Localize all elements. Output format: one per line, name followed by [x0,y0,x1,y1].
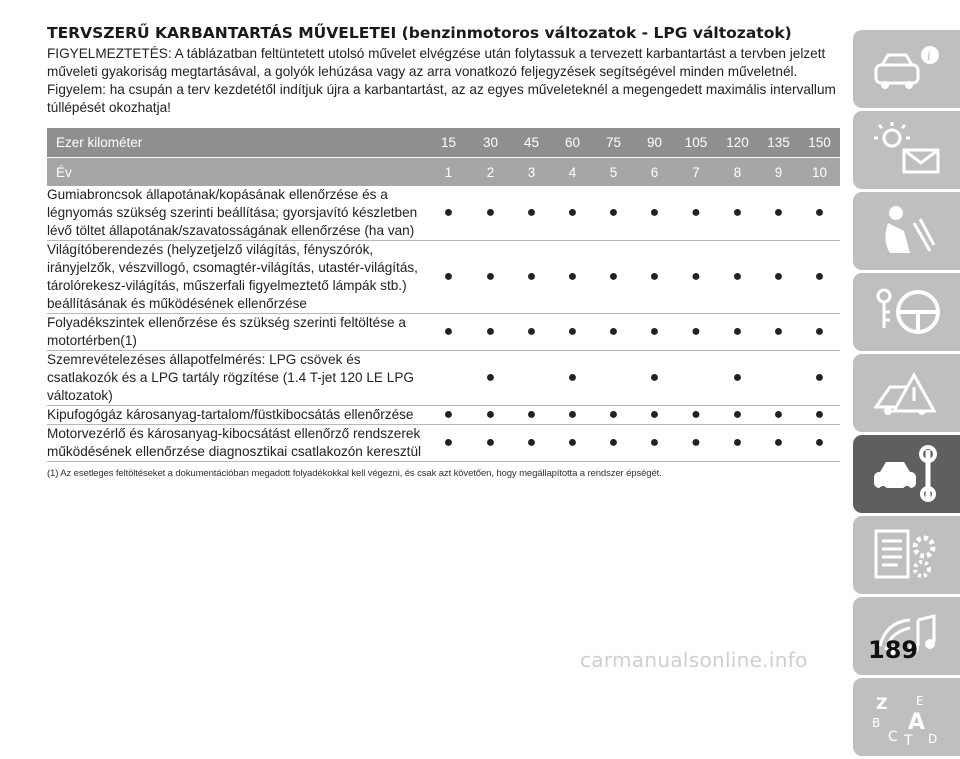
empty-cell [593,351,634,406]
empty-cell [427,351,470,406]
km-header-cell: 45 [511,128,552,158]
year-header-cell: 7 [675,158,717,187]
svg-text:T: T [903,733,913,747]
km-header-cell: 135 [758,128,799,158]
maintenance-dot: ● [717,186,758,241]
maintenance-dot: ● [758,406,799,425]
maintenance-dot: ● [593,241,634,314]
maintenance-dot: ● [799,351,840,406]
maintenance-dot: ● [758,314,799,351]
maintenance-dot: ● [470,406,511,425]
chapter-tab[interactable] [853,111,960,189]
maintenance-dot: ● [675,241,717,314]
km-header-row [47,128,840,158]
maintenance-table [47,128,840,462]
page-number: 189 [868,636,919,664]
maintenance-dot: ● [511,241,552,314]
km-header-label: Ezer kilométer [47,128,427,158]
maintenance-dot: ● [427,186,470,241]
footnote: (1) Az esetleges feltöltéseket a dokumentációban megadott folyadékokkal kell végezni, és csak azt követően, hogy megállapította a rendszer épségét. [47,468,662,479]
specs-gears-icon [870,525,944,585]
maintenance-dot: ● [799,314,840,351]
table-row [47,425,840,462]
year-header-cell: 6 [634,158,675,187]
maintenance-dot: ● [470,425,511,462]
car-wrench-icon [870,444,944,504]
chapter-tab[interactable] [853,30,960,108]
table-row [47,351,840,406]
maintenance-dot: ● [470,186,511,241]
alphabet-index-icon [870,687,944,747]
key-steering-icon [870,282,944,342]
maintenance-dot: ● [675,406,717,425]
maintenance-dot: ● [675,186,717,241]
maintenance-dot: ● [511,425,552,462]
page-title: TERVSZERŰ KARBANTARTÁS MŰVELETEI (benzinmotoros változatok - LPG változatok) [47,24,792,42]
svg-text:i: i [926,49,931,63]
km-header-cell: 120 [717,128,758,158]
chapter-tab[interactable] [853,516,960,594]
maintenance-dot: ● [427,241,470,314]
svg-text:E: E [915,694,924,708]
year-header-cell: 1 [427,158,470,187]
empty-cell [675,351,717,406]
maintenance-dot: ● [717,241,758,314]
operation-label: Kipufogógáz károsanyag-tartalom/füstkibocsátás ellenőrzése [47,406,427,425]
maintenance-dot: ● [511,406,552,425]
maintenance-dot: ● [675,425,717,462]
year-header-cell: 2 [470,158,511,187]
maintenance-dot: ● [634,314,675,351]
maintenance-dot: ● [758,425,799,462]
maintenance-dot: ● [552,351,593,406]
maintenance-dot: ● [593,314,634,351]
main-content [47,26,837,479]
empty-cell [511,351,552,406]
chapter-tab[interactable] [853,354,960,432]
year-header-cell: 3 [511,158,552,187]
maintenance-dot: ● [634,186,675,241]
chapter-tab[interactable] [853,192,960,270]
km-header-cell: 90 [634,128,675,158]
km-header-cell: 60 [552,128,593,158]
table-row [47,314,840,351]
year-header-label: Év [47,158,427,187]
maintenance-dot: ● [634,241,675,314]
chapter-tab[interactable] [853,435,960,513]
warning-text: FIGYELMEZTETÉS: A táblázatban feltüntetett utolsó művelet elvégzése után folytassuk a tervezett karbantartást a tervben jelzett műveleti gyakoriság megtartásával, a golyók lehúzása vagy az arra vonatkozó feljegyzések segítségével minden műveletnél. Figyelem: ha csupán a terv kezdetétől indítjuk újra a karbantartást, az az egyes műveleteknél a megengedett maximális intervallum túllépését okozhatja! [47,46,836,115]
table-row [47,241,840,314]
maintenance-dot: ● [552,186,593,241]
maintenance-dot: ● [593,425,634,462]
year-header-row [47,158,840,187]
maintenance-dot: ● [427,314,470,351]
operation-label: Világítóberendezés (helyzetjelző világítás, fényszórók, irányjelzők, vészvillogó, csomagtér-világítás, utastér-világítás, tárolórekesz-világítás, műszerfali figyelmeztető lámpák stb.) beállításának és működésének ellenőrzése [47,241,427,314]
km-header-cell: 150 [799,128,840,158]
svg-text:C: C [887,729,898,745]
maintenance-dot: ● [758,241,799,314]
maintenance-dot: ● [552,241,593,314]
svg-text:D: D [927,732,937,746]
maintenance-dot: ● [593,406,634,425]
maintenance-dot: ● [717,425,758,462]
year-header-cell: 8 [717,158,758,187]
maintenance-dot: ● [634,351,675,406]
year-header-cell: 4 [552,158,593,187]
maintenance-dot: ● [511,186,552,241]
maintenance-dot: ● [427,406,470,425]
km-header-cell: 30 [470,128,511,158]
car-info-icon [870,39,944,99]
year-header-cell: 10 [799,158,840,187]
km-header-cell: 105 [675,128,717,158]
chapter-tab[interactable] [853,273,960,351]
year-header-cell: 9 [758,158,799,187]
km-header-cell: 15 [427,128,470,158]
empty-cell [758,351,799,406]
maintenance-dot: ● [552,406,593,425]
maintenance-dot: ● [799,406,840,425]
maintenance-dot: ● [717,351,758,406]
svg-text:A: A [907,710,925,735]
maintenance-dot: ● [427,425,470,462]
maintenance-dot: ● [675,314,717,351]
maintenance-dot: ● [470,241,511,314]
maintenance-dot: ● [511,314,552,351]
svg-text:B: B [871,716,880,730]
maintenance-dot: ● [470,351,511,406]
table-row [47,406,840,425]
operation-label: Motorvezérlő és károsanyag-kibocsátást ellenőrző rendszerek működésének ellenőrzése diagnosztikai csatlakozón keresztül [47,425,427,462]
year-header-cell: 5 [593,158,634,187]
dashboard-lights-icon [870,120,944,180]
maintenance-dot: ● [758,186,799,241]
emergency-triangle-icon [870,363,944,423]
maintenance-dot: ● [717,314,758,351]
maintenance-dot: ● [552,314,593,351]
maintenance-dot: ● [717,406,758,425]
maintenance-dot: ● [634,425,675,462]
svg-text:Z: Z [875,694,888,713]
operation-label: Folyadékszintek ellenőrzése és szükség szerinti feltöltése a motortérben(1) [47,314,427,351]
operation-label: Gumiabroncsok állapotának/kopásának ellenőrzése és a légnyomás szükség szerinti beállítása; gyorsjavító készletben lévő töltet állapotának/szavatosságának ellenőrzése (ha van) [47,186,427,241]
chapter-tab[interactable] [853,678,960,756]
maintenance-dot: ● [593,186,634,241]
maintenance-dot: ● [552,425,593,462]
maintenance-dot: ● [799,425,840,462]
operation-label: Szemrevételezéses állapotfelmérés: LPG csövek és csatlakozók és a LPG tartály rögzítése (1.4 T-jet 120 LE LPG változatok) [47,351,427,406]
table-row [47,186,840,241]
km-header-cell: 75 [593,128,634,158]
maintenance-dot: ● [634,406,675,425]
maintenance-dot: ● [799,186,840,241]
airbag-seat-icon [870,201,944,261]
watermark: carmanualsonline.info [580,648,808,672]
maintenance-dot: ● [470,314,511,351]
maintenance-dot: ● [799,241,840,314]
